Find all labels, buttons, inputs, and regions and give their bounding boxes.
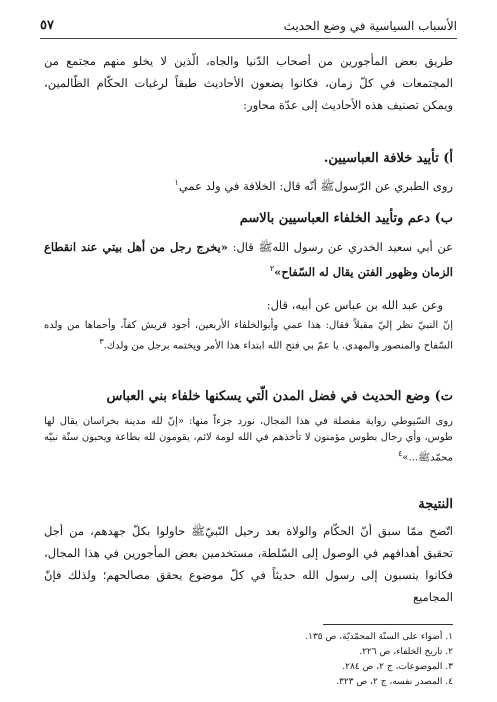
footnote-ref-3: ٣	[99, 337, 104, 346]
section-a-sentence: روى الطبري عن الرّسولﷺ أنّه قال: الخلافة في ولد عمي	[178, 178, 453, 193]
footnote-1: ١. أضواء على السنّة المحمّديّة، ص ١٣٥.	[305, 632, 453, 642]
section-b-hadith: «يخرج رجل من أهل بيتي عند انقطاع الزمان وظهور الفتن يقال له السّفاح»	[44, 240, 453, 279]
section-c-heading: ت) وضع الحديث في فضل المدن الّتي يسكنها خلفاء بني العباس	[106, 389, 453, 404]
page-number: ٥٧	[40, 18, 54, 33]
footnote-ref-2: ٢	[269, 264, 275, 273]
section-b-text	[44, 236, 453, 283]
section-b-quote	[44, 318, 453, 354]
header-rule	[40, 38, 457, 39]
footnote-ref-1: ١	[174, 178, 179, 187]
conclusion-heading: النتيجة	[418, 497, 453, 512]
footnote-rule	[323, 624, 453, 625]
running-title: الأسباب السياسية في وضع الحديث	[283, 19, 457, 33]
section-b-quote-text: إنّ النبيّ نظر إليّ مقبلاً فقال: هذا عمي وأبوالخلفاء الأربعين، أجود قريش كفاً، وأحماها من ولده السّفاح والمنصور والمهدي. يا عمّ بي فتح الله ابتداء هذا الأمر ويختمه برجل من ولدك.	[44, 320, 453, 352]
footnote-3: ٣. الموضوعات، ج ٢، ص ٢٨٤.	[342, 662, 453, 672]
conclusion-text: اتّضح ممّا سبق أنّ الحكّام والولاة بعد رحيل النّبيّﷺ حاولوا بكلّ جهدهم، من أجل تحقيق أهدافهم في الوصول إلى السّلطة، مستخدمين بعض المأجورين في هذا المجال، فكانوا ينسبون إلى رسول الله حديثاً في كلّ موضوع يحقق مصالحهم؛ ولذلك فإنّ المجاميع	[44, 524, 453, 604]
intro-paragraph: طريق بعض المأجورين من أصحاب الدّنيا والجاه، الّذين لا يخلو منهم مجتمع من المجتمعات في كلّ زمان، فكانوا يضعون الأحاديث طبقاً لرغبات الحكّام الظّالمين، ويمكن تصنيف هذه الأحاديث إلى عدّة محاور:	[44, 54, 453, 112]
section-b-sub-intro: وعن عبد الله بن عباس عن أبيه، قال:	[266, 298, 443, 312]
footnote-4: ٤. المصدر نفسه، ج ٢، ص ٣٢٣.	[336, 677, 453, 687]
section-b-heading: ب) دعم وتأييد الخلفاء العباسيين بالاسم	[239, 211, 453, 226]
footnote-ref-4: ٤	[398, 449, 403, 458]
running-header	[40, 16, 457, 38]
section-b-lead: عن أبي سعيد الخدري عن رسول اللهﷺ قال:	[227, 240, 453, 254]
section-c-text	[44, 414, 453, 466]
section-a-text	[44, 172, 453, 197]
footnote-2: ٢. تاريخ الخلفاء، ص ٢٢٦.	[359, 647, 453, 657]
section-c-quote-text: روى السّيوطي رواية مفصلة في هذا المجال، نورد جزءاً منها: «إنّ لله مدينة بخراسان يقال لها طوس، وأي رجال بطوس مؤمنون لا تأخذهم في الله لومة لائم، يقومون لله بطاعة ويحبون سنّة نبيّه محمّدﷺ...»	[44, 416, 453, 464]
section-a-heading: أ) تأييد خلافة العباسيين.	[323, 151, 453, 166]
